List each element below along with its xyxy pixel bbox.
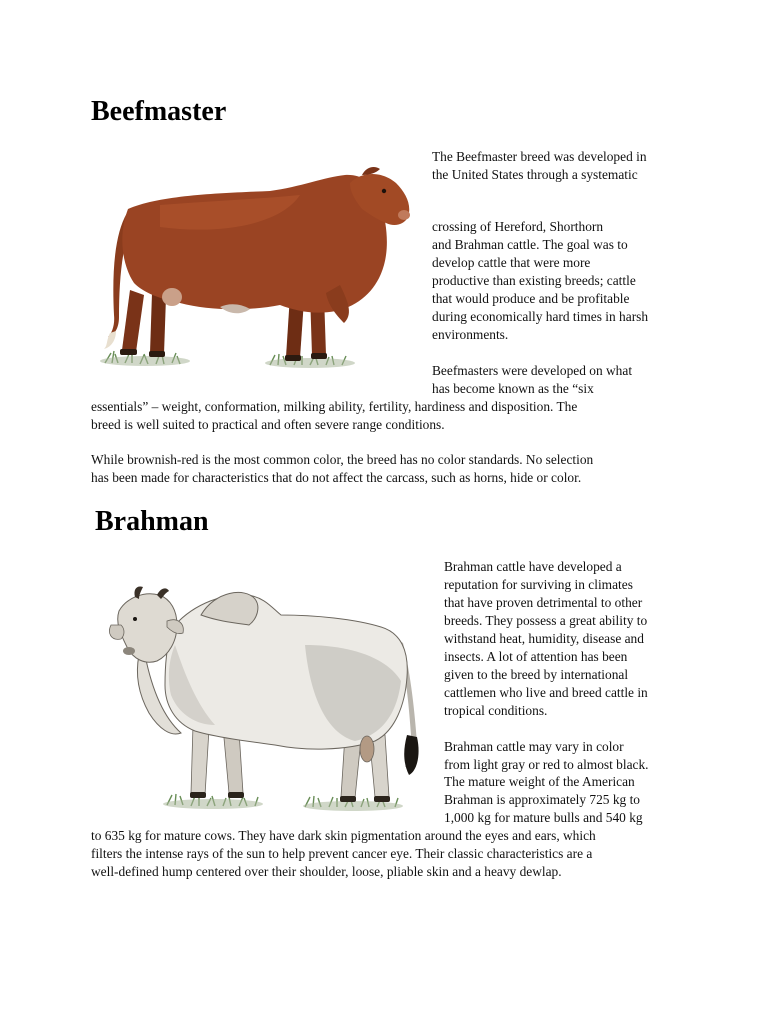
beefmaster-text-line: essentials” – weight, conformation, milking ability, fertility, hardiness and disposition. The [91, 399, 578, 414]
section-title-brahman: Brahman [95, 506, 209, 537]
brahman-text-line: The mature weight of the American [444, 774, 635, 789]
beefmaster-text-line: develop cattle that were more [432, 255, 591, 270]
beefmaster-text-line: productive than existing breeds; cattle [432, 273, 636, 288]
red-bull-illustration [100, 165, 415, 375]
brahman-text-line: reputation for surviving in climates [444, 577, 633, 592]
brahman-text-line: that have proven detrimental to other [444, 595, 643, 610]
beefmaster-text-line: and Brahman cattle. The goal was to [432, 237, 628, 252]
brahman-text-line: from light gray or red to almost black. [444, 757, 649, 772]
brahman-text-line: well-defined hump centered over their shoulder, loose, pliable skin and a heavy dewlap. [91, 864, 562, 879]
brahman-text-line: withstand heat, humidity, disease and [444, 631, 644, 646]
brahman-text-line: 1,000 kg for mature bulls and 540 kg [444, 810, 643, 825]
white-brahman-bull-illustration [105, 585, 423, 817]
beefmaster-text-line: crossing of Hereford, Shorthorn [432, 219, 604, 234]
beefmaster-text-line: environments. [432, 327, 509, 342]
beefmaster-text-line: Beefmasters were developed on what [432, 363, 633, 378]
brahman-text-line: filters the intense rays of the sun to help prevent cancer eye. Their classic characteristics are a [91, 846, 593, 861]
beefmaster-text-line: has become known as the “six [432, 381, 594, 396]
brahman-text-line: to 635 kg for mature cows. They have dark skin pigmentation around the eyes and ears, which [91, 828, 596, 843]
brahman-text-line: Brahman cattle have developed a [444, 559, 622, 574]
beefmaster-text-line: While brownish-red is the most common color, the breed has no color standards. No selection [91, 452, 594, 467]
beefmaster-text-line: that would produce and be profitable [432, 291, 630, 306]
section-title-beefmaster: Beefmaster [91, 96, 227, 127]
beefmaster-text-line: the United States through a systematic [432, 167, 638, 182]
brahman-text-line: Brahman is approximately 725 kg to [444, 792, 640, 807]
beefmaster-text-line: during economically hard times in harsh [432, 309, 649, 324]
beefmaster-text-line: The Beefmaster breed was developed in [432, 149, 647, 164]
brahman-text-line: tropical conditions. [444, 703, 548, 718]
brahman-text-line: cattlemen who live and breed cattle in [444, 685, 648, 700]
beefmaster-text-line: breed is well suited to practical and often severe range conditions. [91, 417, 445, 432]
brahman-text-line: breeds. They possess a great ability to [444, 613, 648, 628]
brahman-text-line: given to the breed by international [444, 667, 629, 682]
brahman-text-line: Brahman cattle may vary in color [444, 739, 624, 754]
brahman-text-line: insects. A lot of attention has been [444, 649, 628, 664]
beefmaster-text-line: has been made for characteristics that do not affect the carcass, such as horns, hide or color. [91, 470, 582, 485]
